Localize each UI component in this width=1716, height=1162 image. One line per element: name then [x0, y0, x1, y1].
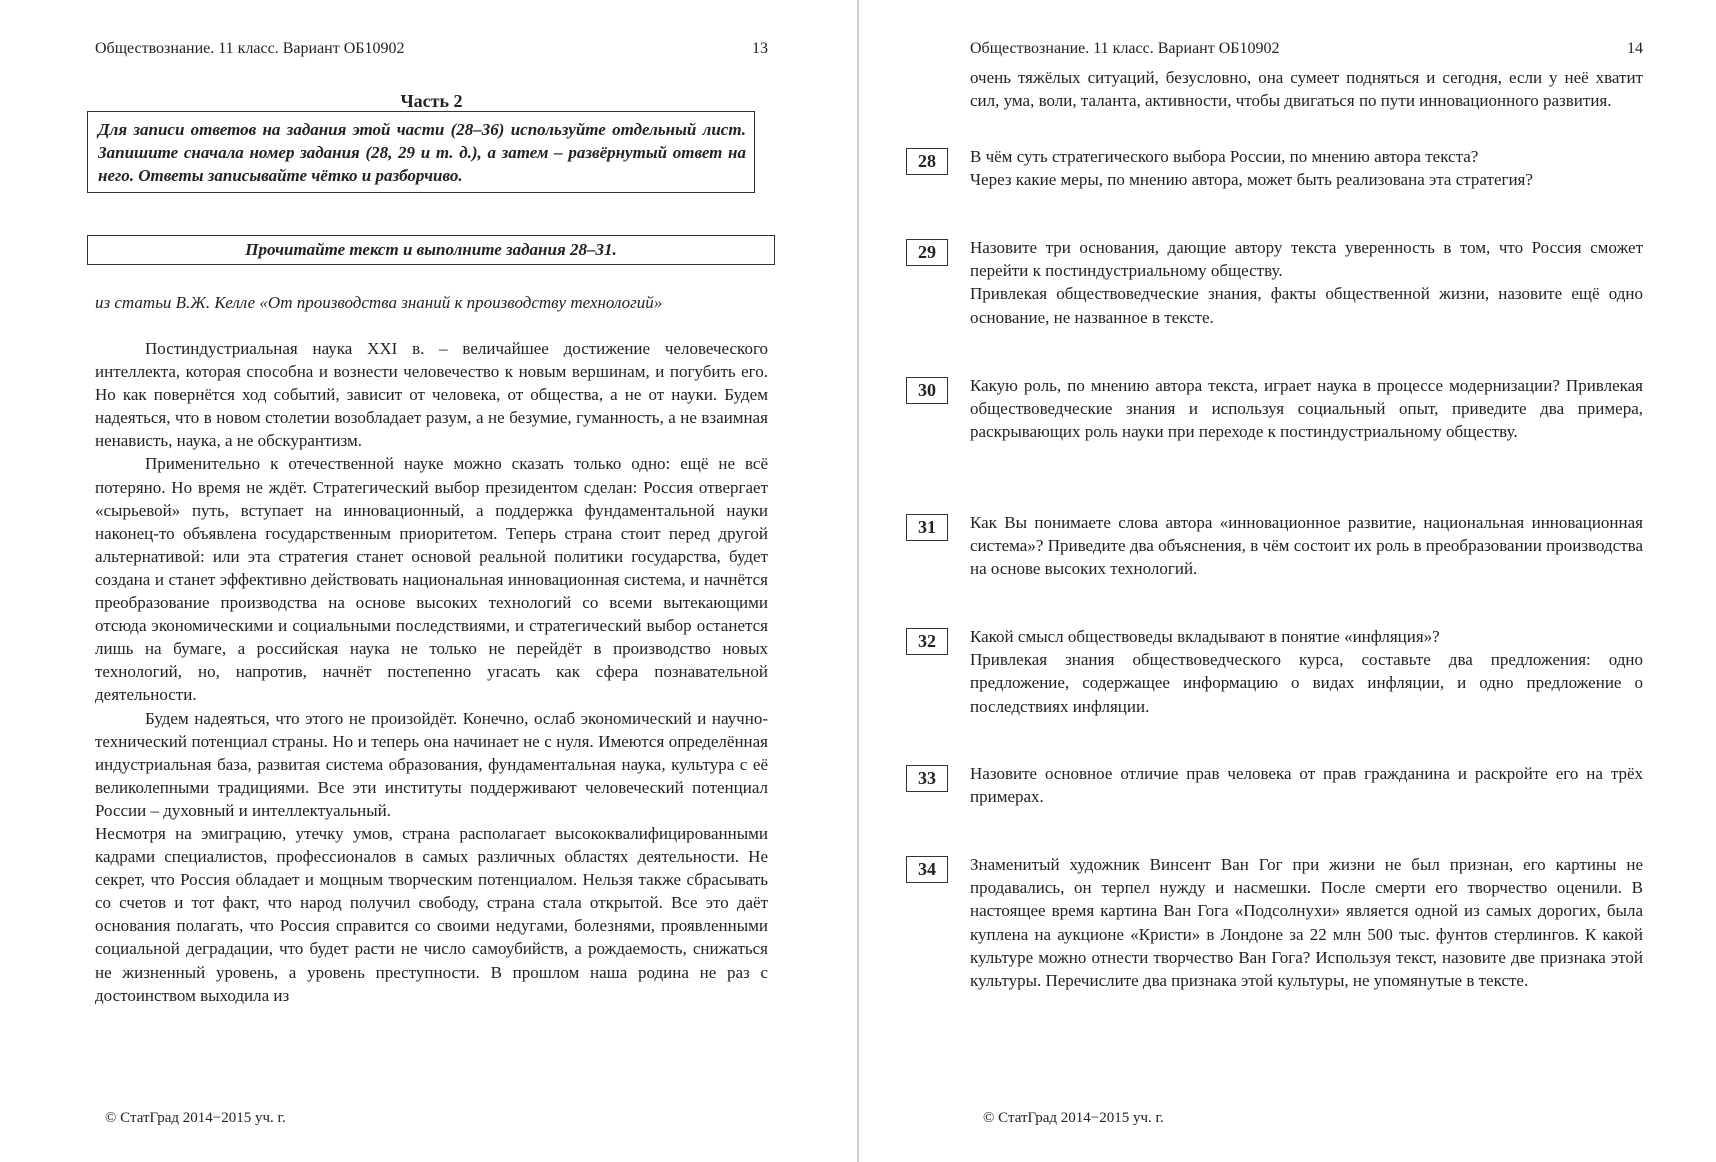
question-text [970, 374, 1643, 444]
task-box: Прочитайте текст и выполните задания 28–31. [87, 235, 775, 265]
question-line: Привлекая обществоведческие знания, факты общественной жизни, назовите ещё одно основание, не названное в тексте. [970, 284, 1643, 327]
left-page [0, 0, 857, 1162]
source-citation: из статьи В.Ж. Келле «От производства знаний к производству технологий» [95, 293, 663, 312]
question-text [970, 625, 1643, 718]
paragraph: Применительно к отечественной науке можно сказать только одно: ещё не всё потеряно. Но время не ждёт. Стратегический выбор президентом сделан: Россия отвергает «сырьевой» путь, вступает на инновационный, а поддержка фундаментальной науки наконец-то объявлена государственным приоритетом. Теперь страна стоит перед другой альтернативой: или эта стратегия станет основой реальной политики государства, будет создана и станет эффективно действовать национальная инновационная система, и начнётся преобразование производства на основе высоких технологий со всеми вытекающими отсюда экономическими и социальными последствиями, и стратегический выбор останется лишь на бумаге, а российская наука не только не перейдёт в производство новых технологий, но, напротив, начнёт постепенно угасать как сфера познавательной деятельности. [95, 454, 768, 705]
right-page-header [970, 40, 1643, 58]
question-text [970, 145, 1643, 191]
question-line: Привлекая знания обществоведческого курса, составьте два предложения: одно предложение, содержащее информацию о видах инфляции, и одно предложение о последствиях инфляции. [970, 650, 1643, 716]
question-number: 33 [906, 765, 948, 792]
question-number: 28 [906, 148, 948, 175]
question-number: 32 [906, 628, 948, 655]
question-number: 34 [906, 856, 948, 883]
question-text [970, 236, 1643, 329]
question-line: Как Вы понимаете слова автора «инновационное развитие, национальная инновационная система»? Приведите два объяснения, в чём состоит их роль в преобразовании производства на основе высоких технологий. [970, 513, 1643, 579]
question-text [970, 762, 1643, 808]
question-number: 30 [906, 377, 948, 404]
right-footer: © СтатГрад 2014−2015 уч. г. [983, 1110, 1164, 1126]
question-text [970, 853, 1643, 992]
question-line: Назовите основное отличие прав человека от прав гражданина и раскройте его на трёх примерах. [970, 764, 1643, 807]
question-line: Какую роль, по мнению автора текста, играет наука в процессе модернизации? Привлекая обществоведческие знания и используя социальный опыт, приведите два примера, раскрывающих роль науки при переходе к постиндустриальному обществу. [970, 376, 1643, 442]
right-page-number: 14 [1627, 40, 1643, 57]
question-line: В чём суть стратегического выбора России, по мнению автора текста? [970, 147, 1479, 166]
question-line: Какой смысл обществоведы вкладывают в понятие «инфляция»? [970, 627, 1440, 646]
paragraph: Будем надеяться, что этого не произойдёт. Конечно, ослаб экономический и научно-технический потенциал страны. Но и теперь она начинает не с нуля. Имеются определённая индустриальная база, развитая система образования, фундаментальная наука, культура с её великолепными традициями. Все эти институты поддерживают человеческий потенциал России – духовный и интеллектуальный. [95, 708, 768, 820]
article-text [95, 337, 768, 1007]
left-footer: © СтатГрад 2014−2015 уч. г. [105, 1110, 286, 1126]
question-number: 29 [906, 239, 948, 266]
question-line: Через какие меры, по мнению автора, может быть реализована эта стратегия? [970, 170, 1533, 190]
paragraph: Несмотря на эмиграцию, утечку умов, страна располагает высококвалифицированными кадрами специалистов, профессионалов в самых различных областях деятельности. Не секрет, что Россия обладает и мощным творческим потенциалом. Нельзя также сбрасывать со счетов и тот факт, что народ получил свободу, страна стала открытой. Все это даёт основания полагать, что Россия справится со своими недугами, болезнями, проявленными социальной деградации, что будет расти не число самоубийств, а рождаемость, снижаться не жизненный уровень, а уровень преступности. В прошлом наша родина не раз с достоинством выходила из [95, 823, 768, 1005]
text-continuation: очень тяжёлых ситуаций, безусловно, она сумеет подняться и сегодня, если у неё хватит сил, ума, воли, таланта, активности, чтобы двигаться по пути инновационного развития. [970, 68, 1643, 110]
left-page-header [95, 40, 768, 58]
right-page [860, 0, 1716, 1162]
question-number: 31 [906, 514, 948, 541]
part-title: Часть 2 [400, 91, 463, 111]
question-text [970, 511, 1643, 581]
left-header-title: Обществознание. 11 класс. Вариант ОБ10902 [95, 40, 405, 57]
paragraph: Постиндустриальная наука XXI в. – величайшее достижение человеческого интеллекта, которая способна и вознести человечество к новым вершинам, и погубить его. Но как повернётся ход событий, зависит от человека, от общества, а не от науки. Будем надеяться, что в новом столетии возобладает разум, а не безумие, гуманность, а не взаимная ненависть, наука, а не обскурантизм. [95, 339, 768, 451]
question-line: Назовите три основания, дающие автору текста уверенность в том, что Россия сможет перейти к постиндустриальному обществу. [970, 238, 1643, 281]
question-line: Знаменитый художник Винсент Ван Гог при жизни не был признан, его картины не продавались, он терпел нужду и насмешки. После смерти его творчество оценили. В настоящее время картина Ван Гога «Подсолнухи» является одной из самых дорогих, была куплена на аукционе «Кристи» в Лондоне за 22 млн 500 тыс. фунтов стерлингов. К какой культуре можно отнести творчество Ван Гога? Используя текст, назовите две признака этой культуры. Перечислите два признака этой культуры, не упомянутые в тексте. [970, 855, 1643, 991]
instruction-box: Для записи ответов на задания этой части (28–36) используйте отдельный лист. Запишите сначала номер задания (28, 29 и т. д.), а затем – развёрнутый ответ на него. Ответы записывайте чётко и разборчиво. [87, 111, 755, 193]
left-page-number: 13 [752, 40, 768, 57]
page-divider [857, 0, 859, 1162]
right-header-title: Обществознание. 11 класс. Вариант ОБ10902 [970, 40, 1280, 57]
